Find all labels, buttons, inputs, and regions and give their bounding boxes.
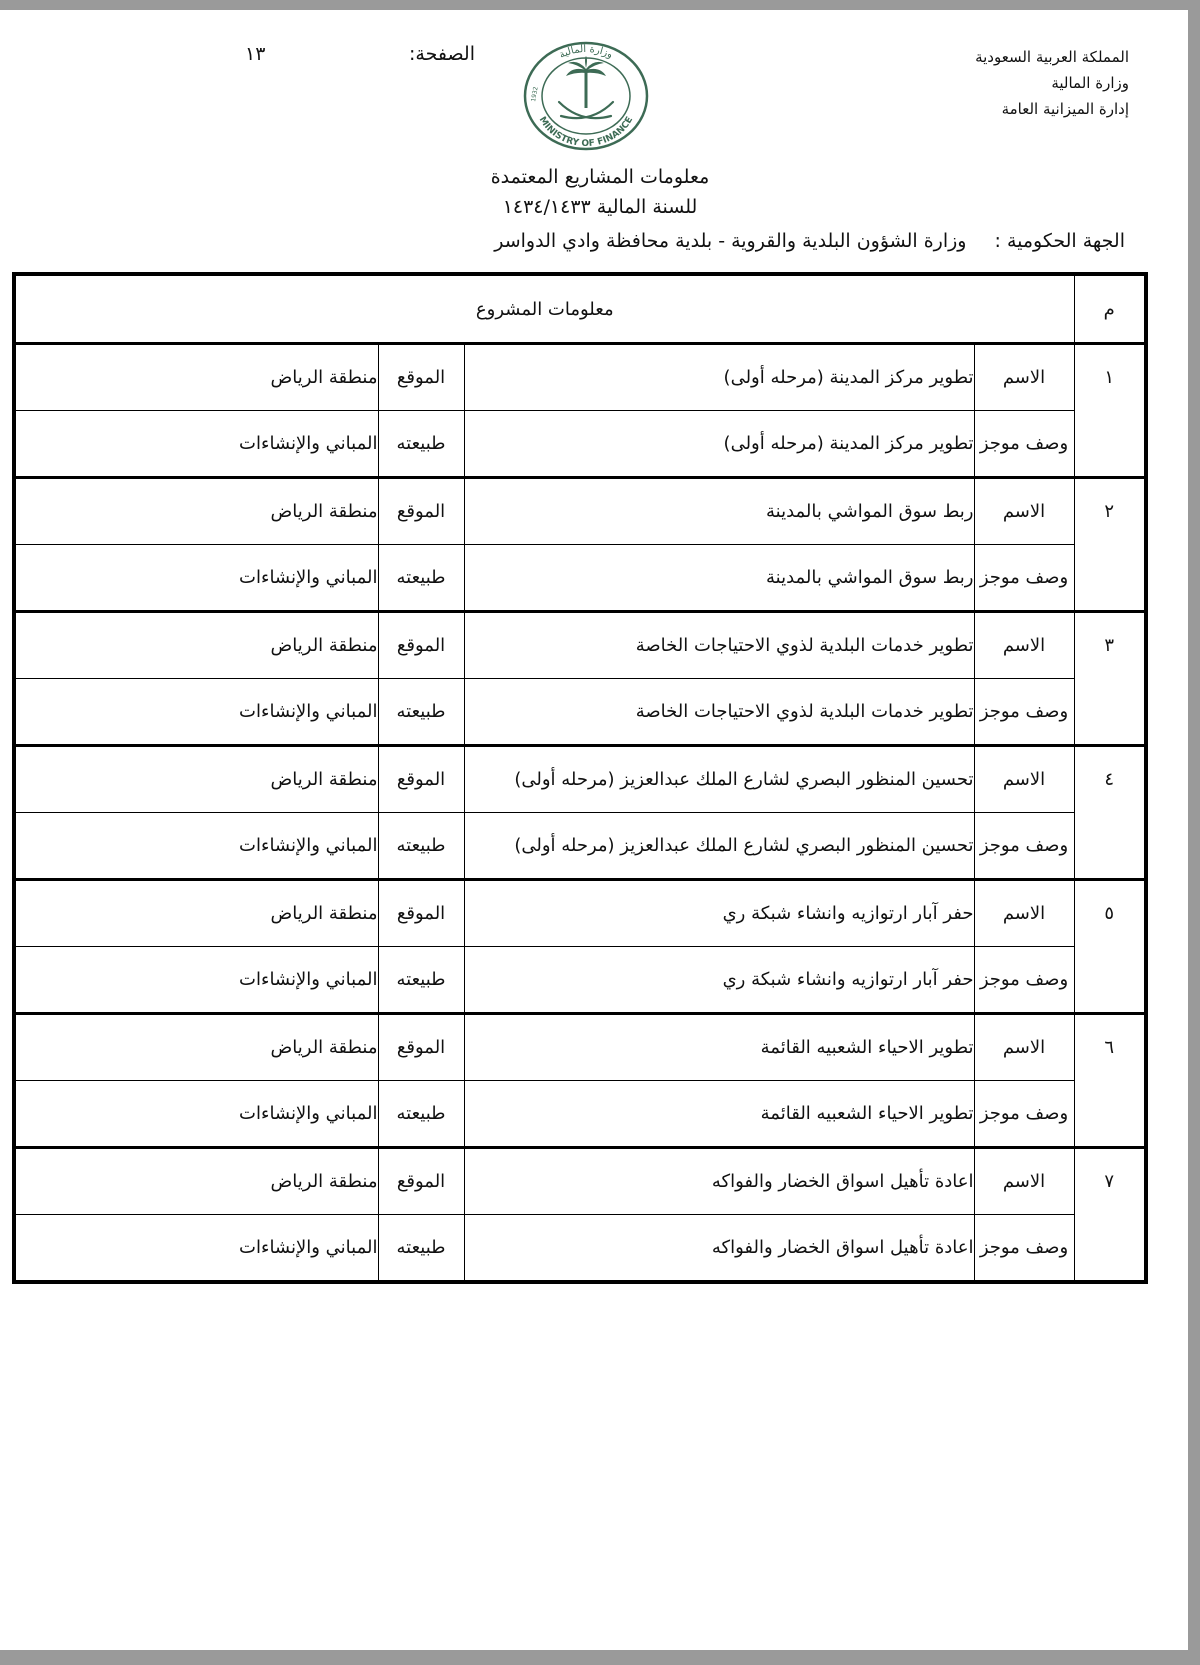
project-nature: المباني والإنشاءات <box>14 1215 378 1283</box>
project-nature: المباني والإنشاءات <box>14 813 378 880</box>
nature-label: طبيعته <box>378 1081 464 1148</box>
page-label: الصفحة: <box>408 43 475 65</box>
project-description: تطوير الاحياء الشعبيه القائمة <box>464 1081 974 1148</box>
table-header-row <box>14 274 1146 344</box>
location-label: الموقع <box>378 1148 464 1215</box>
name-label: الاسم <box>974 1148 1074 1215</box>
name-label: الاسم <box>974 880 1074 947</box>
projects-table <box>12 272 1148 1284</box>
name-label: الاسم <box>974 612 1074 679</box>
project-location: منطقة الرياض <box>14 880 378 947</box>
document-page <box>0 10 1188 1650</box>
entity-label: الجهة الحكومية : <box>994 230 1125 252</box>
header-project-info: معلومات المشروع <box>14 274 1074 344</box>
project-description: تطوير خدمات البلدية لذوي الاحتياجات الخاصة <box>464 679 974 746</box>
ministry-of-finance-logo <box>521 40 651 152</box>
title-line-1: معلومات المشاريع المعتمدة <box>490 166 710 188</box>
description-label: وصف موجز <box>974 545 1074 612</box>
description-label: وصف موجز <box>974 947 1074 1014</box>
table-row <box>14 880 1146 947</box>
title-line-2: للسنة المالية ١٤٣٤/١٤٣٣ <box>502 196 698 218</box>
project-location: منطقة الرياض <box>14 1148 378 1215</box>
svg-text:وزارة المالية: وزارة المالية <box>557 43 615 61</box>
name-label: الاسم <box>974 1014 1074 1081</box>
palm-tree-icon <box>566 56 606 108</box>
project-nature: المباني والإنشاءات <box>14 1081 378 1148</box>
project-name: ربط سوق المواشي بالمدينة <box>464 478 974 545</box>
project-number: ٤ <box>1074 746 1146 880</box>
header-number-col: م <box>1074 274 1146 344</box>
description-label: وصف موجز <box>974 411 1074 478</box>
government-entity <box>420 230 1125 252</box>
table-row <box>14 1014 1146 1081</box>
nature-label: طبيعته <box>378 813 464 880</box>
project-number: ٢ <box>1074 478 1146 612</box>
nature-label: طبيعته <box>378 411 464 478</box>
nature-label: طبيعته <box>378 679 464 746</box>
project-nature: المباني والإنشاءات <box>14 545 378 612</box>
project-number: ٧ <box>1074 1148 1146 1283</box>
department-name: إدارة الميزانية العامة <box>1001 100 1129 118</box>
project-location: منطقة الرياض <box>14 746 378 813</box>
project-description: تحسين المنظور البصري لشارع الملك عبدالعزيز (مرحله أولى) <box>464 813 974 880</box>
table-row <box>14 545 1146 612</box>
project-description: تطوير مركز المدينة (مرحله أولى) <box>464 411 974 478</box>
project-location: منطقة الرياض <box>14 344 378 411</box>
table-row <box>14 411 1146 478</box>
location-label: الموقع <box>378 478 464 545</box>
svg-text:MINISTRY OF FINANCE: MINISTRY OF FINANCE <box>536 115 636 150</box>
location-label: الموقع <box>378 880 464 947</box>
table-row <box>14 1148 1146 1215</box>
description-label: وصف موجز <box>974 679 1074 746</box>
project-description: حفر آبار ارتوازيه وانشاء شبكة ري <box>464 947 974 1014</box>
project-description: ربط سوق المواشي بالمدينة <box>464 545 974 612</box>
table-row <box>14 612 1146 679</box>
project-nature: المباني والإنشاءات <box>14 411 378 478</box>
table-row <box>14 679 1146 746</box>
description-label: وصف موجز <box>974 1081 1074 1148</box>
table-row <box>14 947 1146 1014</box>
project-name: تحسين المنظور البصري لشارع الملك عبدالعزيز (مرحله أولى) <box>464 746 974 813</box>
svg-text:1932: 1932 <box>530 86 540 103</box>
kingdom-name: المملكة العربية السعودية <box>975 48 1129 66</box>
table-row <box>14 746 1146 813</box>
project-name: تطوير الاحياء الشعبيه القائمة <box>464 1014 974 1081</box>
description-label: وصف موجز <box>974 1215 1074 1283</box>
project-name: تطوير مركز المدينة (مرحله أولى) <box>464 344 974 411</box>
project-number: ٦ <box>1074 1014 1146 1148</box>
table-row <box>14 813 1146 880</box>
nature-label: طبيعته <box>378 1215 464 1283</box>
project-number: ٣ <box>1074 612 1146 746</box>
project-location: منطقة الرياض <box>14 478 378 545</box>
project-name: اعادة تأهيل اسواق الخضار والفواكه <box>464 1148 974 1215</box>
table-row <box>14 478 1146 545</box>
project-nature: المباني والإنشاءات <box>14 947 378 1014</box>
document-title <box>400 162 800 222</box>
location-label: الموقع <box>378 1014 464 1081</box>
table-row <box>14 1215 1146 1283</box>
project-number: ١ <box>1074 344 1146 478</box>
location-label: الموقع <box>378 746 464 813</box>
name-label: الاسم <box>974 746 1074 813</box>
project-description: اعادة تأهيل اسواق الخضار والفواكه <box>464 1215 974 1283</box>
location-label: الموقع <box>378 344 464 411</box>
table-row <box>14 1081 1146 1148</box>
entity-value: وزارة الشؤون البلدية والقروية - بلدية محافظة وادي الدواسر <box>494 230 967 252</box>
nature-label: طبيعته <box>378 545 464 612</box>
project-nature: المباني والإنشاءات <box>14 679 378 746</box>
table-row <box>14 344 1146 411</box>
project-location: منطقة الرياض <box>14 612 378 679</box>
nature-label: طبيعته <box>378 947 464 1014</box>
project-name: تطوير خدمات البلدية لذوي الاحتياجات الخاصة <box>464 612 974 679</box>
description-label: وصف موجز <box>974 813 1074 880</box>
project-number: ٥ <box>1074 880 1146 1014</box>
location-label: الموقع <box>378 612 464 679</box>
page-number: ١٣ <box>245 43 266 65</box>
project-name: حفر آبار ارتوازيه وانشاء شبكة ري <box>464 880 974 947</box>
ministry-name: وزارة المالية <box>1051 74 1129 92</box>
name-label: الاسم <box>974 478 1074 545</box>
project-location: منطقة الرياض <box>14 1014 378 1081</box>
name-label: الاسم <box>974 344 1074 411</box>
header-issuer <box>869 44 1129 122</box>
